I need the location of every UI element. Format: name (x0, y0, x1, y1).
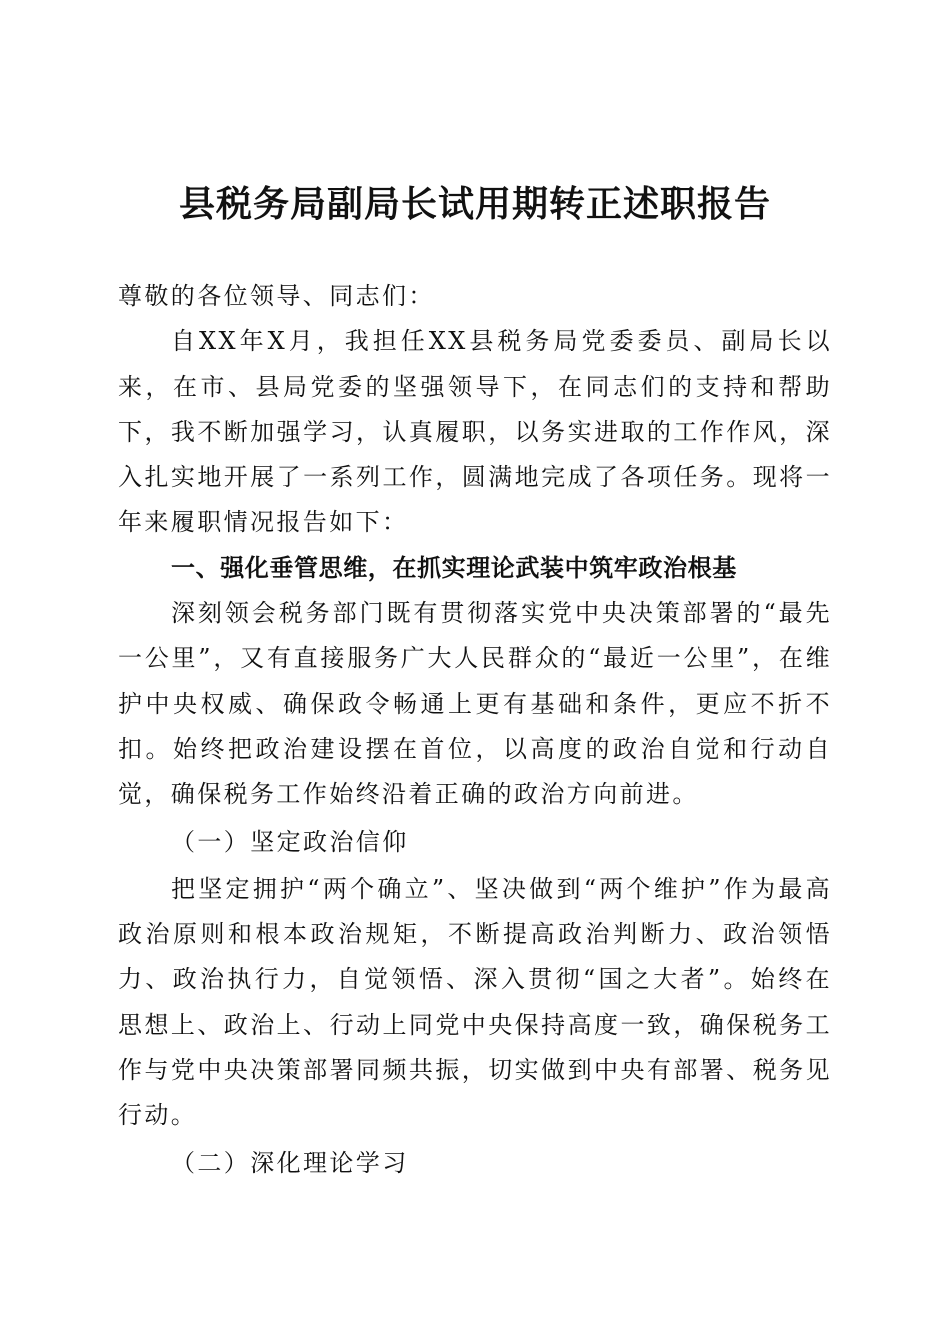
document-title: 县税务局副局长试用期转正述职报告 (178, 183, 771, 225)
subsection-1-heading: （一）坚定政治信仰 (171, 827, 409, 856)
section-1-paragraph: 深刻领会税务部门既有贯彻落实党中央决策部署的“最先一公里”，又有直接服务广大人民群众的“最近一公里”，在维护中央权威、确保政令畅通上更有基础和条件，更应不折不扣。始终把政治建设摆在首位，以高度的政治自觉和行动自觉，确保税务工作始终沿着正确的政治方向前进。 (118, 599, 832, 809)
intro-paragraph: 自XX年X月，我担任XX县税务局党委委员、副局长以来，在市、县局党委的坚强领导下，在同志们的支持和帮助下，我不断加强学习，认真履职，以务实进取的工作作风，深入扎实地开展了一系列工作，圆满地完成了各项任务。现将一年来履职情况报告如下： (118, 327, 832, 537)
salutation: 尊敬的各位领导、同志们： (118, 282, 435, 310)
subsection-2-heading: （二）深化理论学习 (171, 1148, 409, 1177)
document-body (118, 274, 832, 1188)
subsection-1-paragraph: 把坚定拥护“两个确立”、坚决做到“两个维护”作为最高政治原则和根本政治规矩，不断提高政治判断力、政治领悟力、政治执行力，自觉领悟、深入贯彻“国之大者”。始终在思想上、政治上、行动上同党中央保持高度一致，确保税务工作与党中央决策部署同频共振，切实做到中央有部署、税务见行动。 (118, 874, 832, 1130)
section-1-heading: 一、强化垂管思维，在抓实理论武装中筑牢政治根基 (171, 553, 737, 582)
